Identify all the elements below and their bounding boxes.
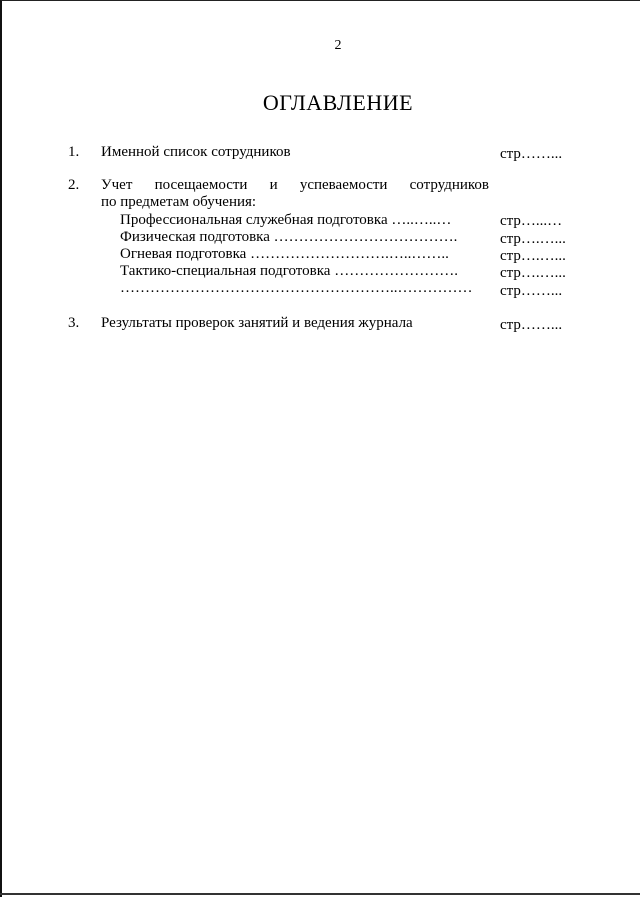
toc-subitem-page-ref: стр…...… (500, 213, 563, 229)
toc-subitem-text: Огневая подготовка ……………………….…..…….. (120, 246, 449, 262)
toc-subitem-text: ………………………………………………..…………… (120, 280, 473, 296)
word: сотрудников (409, 177, 489, 193)
toc-item-1-number: 1. (68, 144, 80, 160)
toc-subitem-page-ref: стр….…... (500, 265, 566, 281)
toc-item-2-text-line1 (101, 176, 489, 194)
toc-item-1-page-ref: стр……... (500, 146, 563, 162)
toc-subitem-page-ref: стр….…... (500, 248, 566, 264)
toc-item-1-text: Именной список сотрудников (101, 144, 291, 160)
toc-item-3-number: 3. (68, 315, 80, 331)
page-number: 2 (334, 38, 342, 53)
toc-subitem-text: Профессиональная служебная подготовка …..…..… (120, 212, 452, 228)
word: Учет (101, 177, 133, 193)
toc-item-3-page-ref: стр……... (500, 317, 563, 333)
toc-subitem-page-ref: стр….…... (500, 231, 566, 247)
word: успеваемости (299, 177, 388, 193)
toc-subitem-text: Физическая подготовка ………………………………. (120, 229, 458, 245)
word: посещаемости (154, 177, 248, 193)
toc-item-2-text-line2: по предметам обучения: (101, 194, 257, 210)
toc-subitem-page-ref: стр……... (500, 283, 563, 299)
page-title: ОГЛАВЛЕНИЕ (262, 90, 414, 115)
toc-item-2-number: 2. (68, 177, 80, 193)
toc-item-3-text: Результаты проверок занятий и ведения журнала (101, 315, 413, 331)
toc-subitem-text: Тактико-специальная подготовка ……………………. (120, 263, 458, 279)
word: и (269, 177, 278, 193)
bottom-border-line (0, 893, 640, 895)
